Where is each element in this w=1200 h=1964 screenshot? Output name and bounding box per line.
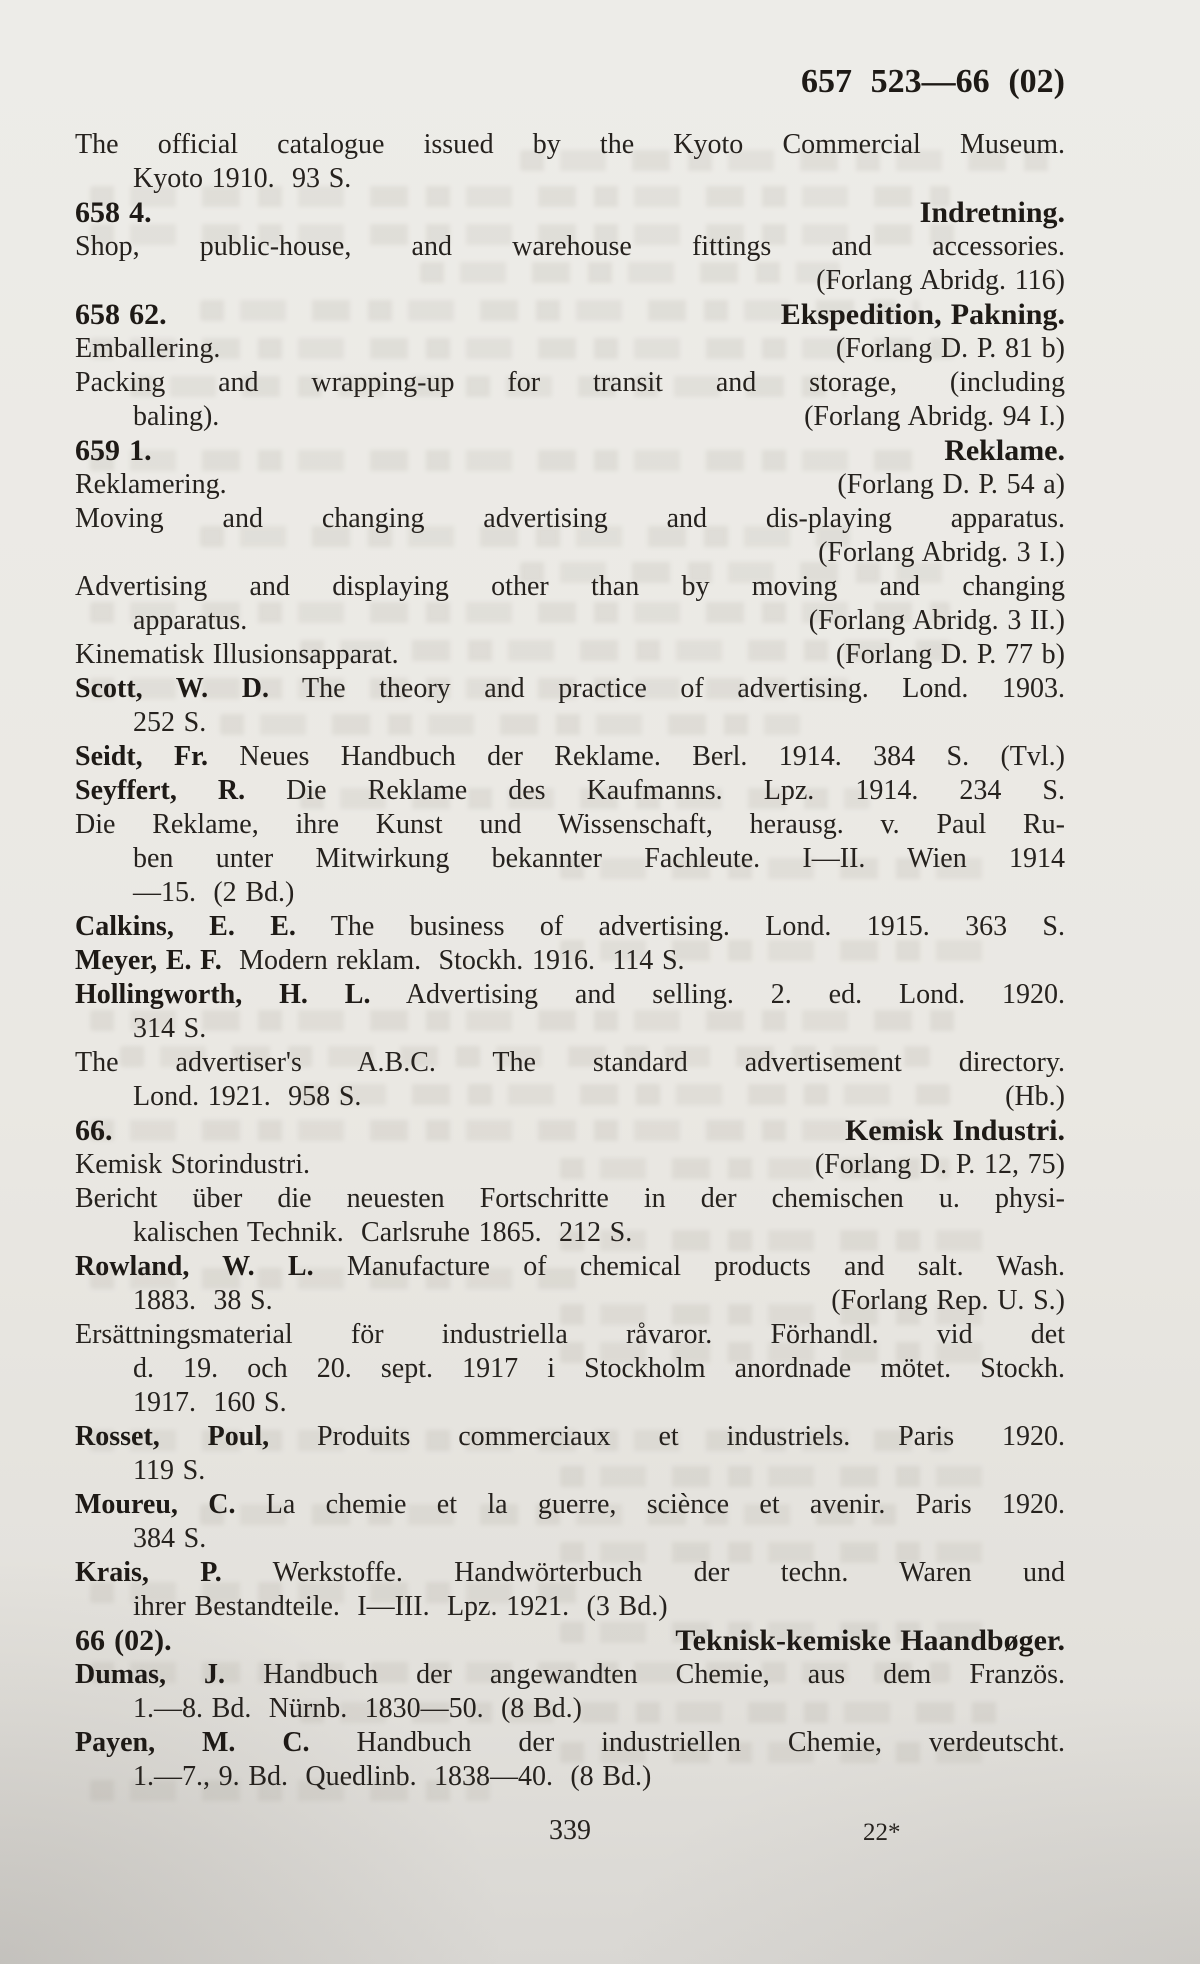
catalog-line	[75, 162, 1065, 196]
catalog-line	[75, 1760, 1065, 1794]
line-text: ihrer Bestandteile. I—III. Lpz. 1921. (3 Bd.)	[133, 1591, 668, 1622]
line-text: Shop, public-house, and warehouse fittings and accessories.	[75, 231, 1065, 262]
catalog-line	[75, 128, 1065, 162]
catalog-line	[75, 1590, 1065, 1624]
catalog-line	[75, 1488, 1065, 1522]
catalog-line	[75, 944, 1065, 978]
catalog-line	[75, 842, 1065, 876]
catalog-line	[75, 1352, 1065, 1386]
line-text: Rosset, Poul, Produits commerciaux et industriels. Paris 1920.	[75, 1421, 1065, 1452]
line-annotation: (Forlang D. P. 12, 75)	[814, 1149, 1065, 1180]
line-text: —15. (2 Bd.)	[133, 877, 295, 908]
catalog-line	[75, 604, 1065, 638]
line-text: 1.—8. Bd. Nürnb. 1830—50. (8 Bd.)	[133, 1693, 582, 1724]
catalog-line	[75, 502, 1065, 536]
page-footer	[75, 1814, 1065, 1848]
catalog-line	[75, 1284, 1065, 1318]
catalog-line	[75, 1080, 1065, 1114]
line-text: Dumas, J. Handbuch der angewandten Chemie, aus dem Französ.	[75, 1659, 1065, 1690]
line-annotation: Reklame.	[944, 434, 1065, 467]
catalog-line	[75, 196, 1065, 230]
line-text: ben unter Mitwirkung bekannter Fachleute. I—II. Wien 1914	[133, 843, 1065, 874]
line-text: Scott, W. D. The theory and practice of advertising. Lond. 1903.	[75, 673, 1065, 704]
catalog-line	[75, 1420, 1065, 1454]
line-text: Moureu, C. La chemie et la guerre, sciènce et avenir. Paris 1920.	[75, 1489, 1065, 1520]
catalog-line	[75, 1454, 1065, 1488]
line-text: Advertising and displaying other than by moving and changing	[75, 571, 1065, 602]
line-text: 1.—7., 9. Bd. Quedlinb. 1838—40. (8 Bd.)	[133, 1761, 652, 1792]
catalog-line	[75, 468, 1065, 502]
line-text: 384 S.	[133, 1523, 207, 1554]
line-text: Lond. 1921. 958 S.	[133, 1081, 362, 1112]
catalog-line	[75, 1522, 1065, 1556]
catalog-line	[75, 1114, 1065, 1148]
catalog-line	[75, 434, 1065, 468]
catalog-line	[75, 910, 1065, 944]
line-text: Ersättningsmaterial för industriella råvaror. Förhandl. vid det	[75, 1319, 1065, 1350]
line-text: Hollingworth, H. L. Advertising and selling. 2. ed. Lond. 1920.	[75, 979, 1065, 1010]
line-text: Rowland, W. L. Manufacture of chemical products and salt. Wash.	[75, 1251, 1065, 1282]
line-annotation: (Forlang Abridg. 3 I.)	[818, 537, 1065, 568]
catalog-line	[75, 1318, 1065, 1352]
line-text: Die Reklame, ihre Kunst und Wissenschaft, herausg. v. Paul Ru-	[75, 809, 1065, 840]
line-text: Krais, P. Werkstoffe. Handwörterbuch der techn. Waren und	[75, 1557, 1065, 1588]
line-text: The official catalogue issued by the Kyoto Commercial Museum.	[75, 129, 1065, 160]
text-column	[75, 128, 1065, 1794]
catalog-line	[75, 1012, 1065, 1046]
line-annotation: (Forlang D. P. 77 b)	[835, 639, 1065, 670]
line-text: Kemisk Storindustri.	[75, 1149, 311, 1180]
catalog-line	[75, 332, 1065, 366]
catalog-line	[75, 638, 1065, 672]
line-text: 119 S.	[133, 1455, 206, 1486]
line-annotation: (Forlang Rep. U. S.)	[831, 1285, 1065, 1316]
line-annotation: (Forlang D. P. 81 b)	[835, 333, 1065, 364]
line-text: Emballering.	[75, 333, 221, 364]
header-classification-code: 657 523—66 (02)	[800, 63, 1065, 100]
catalog-line	[75, 876, 1065, 910]
line-text: 66 (02).	[75, 1624, 172, 1657]
catalog-line	[75, 672, 1065, 706]
line-text: 314 S.	[133, 1013, 207, 1044]
line-text: Kyoto 1910. 93 S.	[133, 163, 352, 194]
line-annotation: (Forlang Abridg. 116)	[816, 265, 1065, 296]
line-annotation: Ekspedition, Pakning.	[780, 298, 1065, 331]
line-annotation: Indretning.	[919, 196, 1065, 229]
catalog-line	[75, 1250, 1065, 1284]
line-text: Seyffert, R. Die Reklame des Kaufmanns. Lpz. 1914. 234 S.	[75, 775, 1065, 806]
catalog-line	[75, 706, 1065, 740]
line-text: d. 19. och 20. sept. 1917 i Stockholm anordnade mötet. Stockh.	[133, 1353, 1065, 1384]
line-text: Reklamering.	[75, 469, 227, 500]
page-number: 339	[549, 1815, 591, 1846]
catalog-line	[75, 774, 1065, 808]
signature-mark: 22*	[863, 1819, 901, 1846]
line-text: 659 1.	[75, 434, 152, 467]
line-text: 658 62.	[75, 298, 167, 331]
catalog-line	[75, 978, 1065, 1012]
catalog-line	[75, 808, 1065, 842]
line-text: 252 S.	[133, 707, 207, 738]
line-text: 1917. 160 S.	[133, 1387, 287, 1418]
line-text: 658 4.	[75, 196, 152, 229]
line-text: Calkins, E. E. The business of advertising. Lond. 1915. 363 S.	[75, 911, 1065, 942]
catalog-line	[75, 1386, 1065, 1420]
line-text: Bericht über die neuesten Fortschritte in der chemischen u. physi-	[75, 1183, 1065, 1214]
line-text: The advertiser's A.B.C. The standard advertisement directory.	[75, 1047, 1065, 1078]
line-text: 66.	[75, 1114, 113, 1147]
line-annotation: (Forlang Abridg. 3 II.)	[808, 605, 1065, 636]
catalog-line	[75, 1658, 1065, 1692]
catalog-line	[75, 740, 1065, 774]
line-text: Meyer, E. F. Modern reklam. Stockh. 1916. 114 S.	[75, 945, 685, 976]
line-text: Kinematisk Illusionsapparat.	[75, 639, 399, 670]
catalog-line	[75, 536, 1065, 570]
line-text: Payen, M. C. Handbuch der industriellen Chemie, verdeutscht.	[75, 1727, 1065, 1758]
line-annotation: (Hb.)	[1005, 1081, 1065, 1112]
line-annotation: Kemisk Industri.	[844, 1114, 1065, 1147]
line-text: 1883. 38 S.	[133, 1285, 273, 1316]
catalog-line	[75, 264, 1065, 298]
line-text: Seidt, Fr. Neues Handbuch der Reklame. Berl. 1914. 384 S. (Tvl.)	[75, 741, 1065, 772]
catalog-line	[75, 230, 1065, 264]
catalog-line	[75, 1692, 1065, 1726]
line-annotation: (Forlang Abridg. 94 I.)	[804, 401, 1065, 432]
catalog-line	[75, 1726, 1065, 1760]
catalog-line	[75, 400, 1065, 434]
catalog-line	[75, 1624, 1065, 1658]
line-text: apparatus.	[133, 605, 248, 636]
line-text: kalischen Technik. Carlsruhe 1865. 212 S.	[133, 1217, 633, 1248]
catalog-line	[75, 1046, 1065, 1080]
catalog-line	[75, 1148, 1065, 1182]
catalog-line	[75, 1216, 1065, 1250]
line-annotation: (Forlang D. P. 54 a)	[837, 469, 1065, 500]
catalog-line	[75, 570, 1065, 604]
line-annotation: Teknisk-kemiske Haandbøger.	[675, 1624, 1065, 1657]
catalog-line	[75, 1556, 1065, 1590]
catalog-line	[75, 1182, 1065, 1216]
catalog-line	[75, 298, 1065, 332]
catalog-line	[75, 366, 1065, 400]
line-text: Packing and wrapping-up for transit and storage, (including	[75, 367, 1065, 398]
line-text: Moving and changing advertising and dis-playing apparatus.	[75, 503, 1065, 534]
line-text: baling).	[133, 401, 220, 432]
